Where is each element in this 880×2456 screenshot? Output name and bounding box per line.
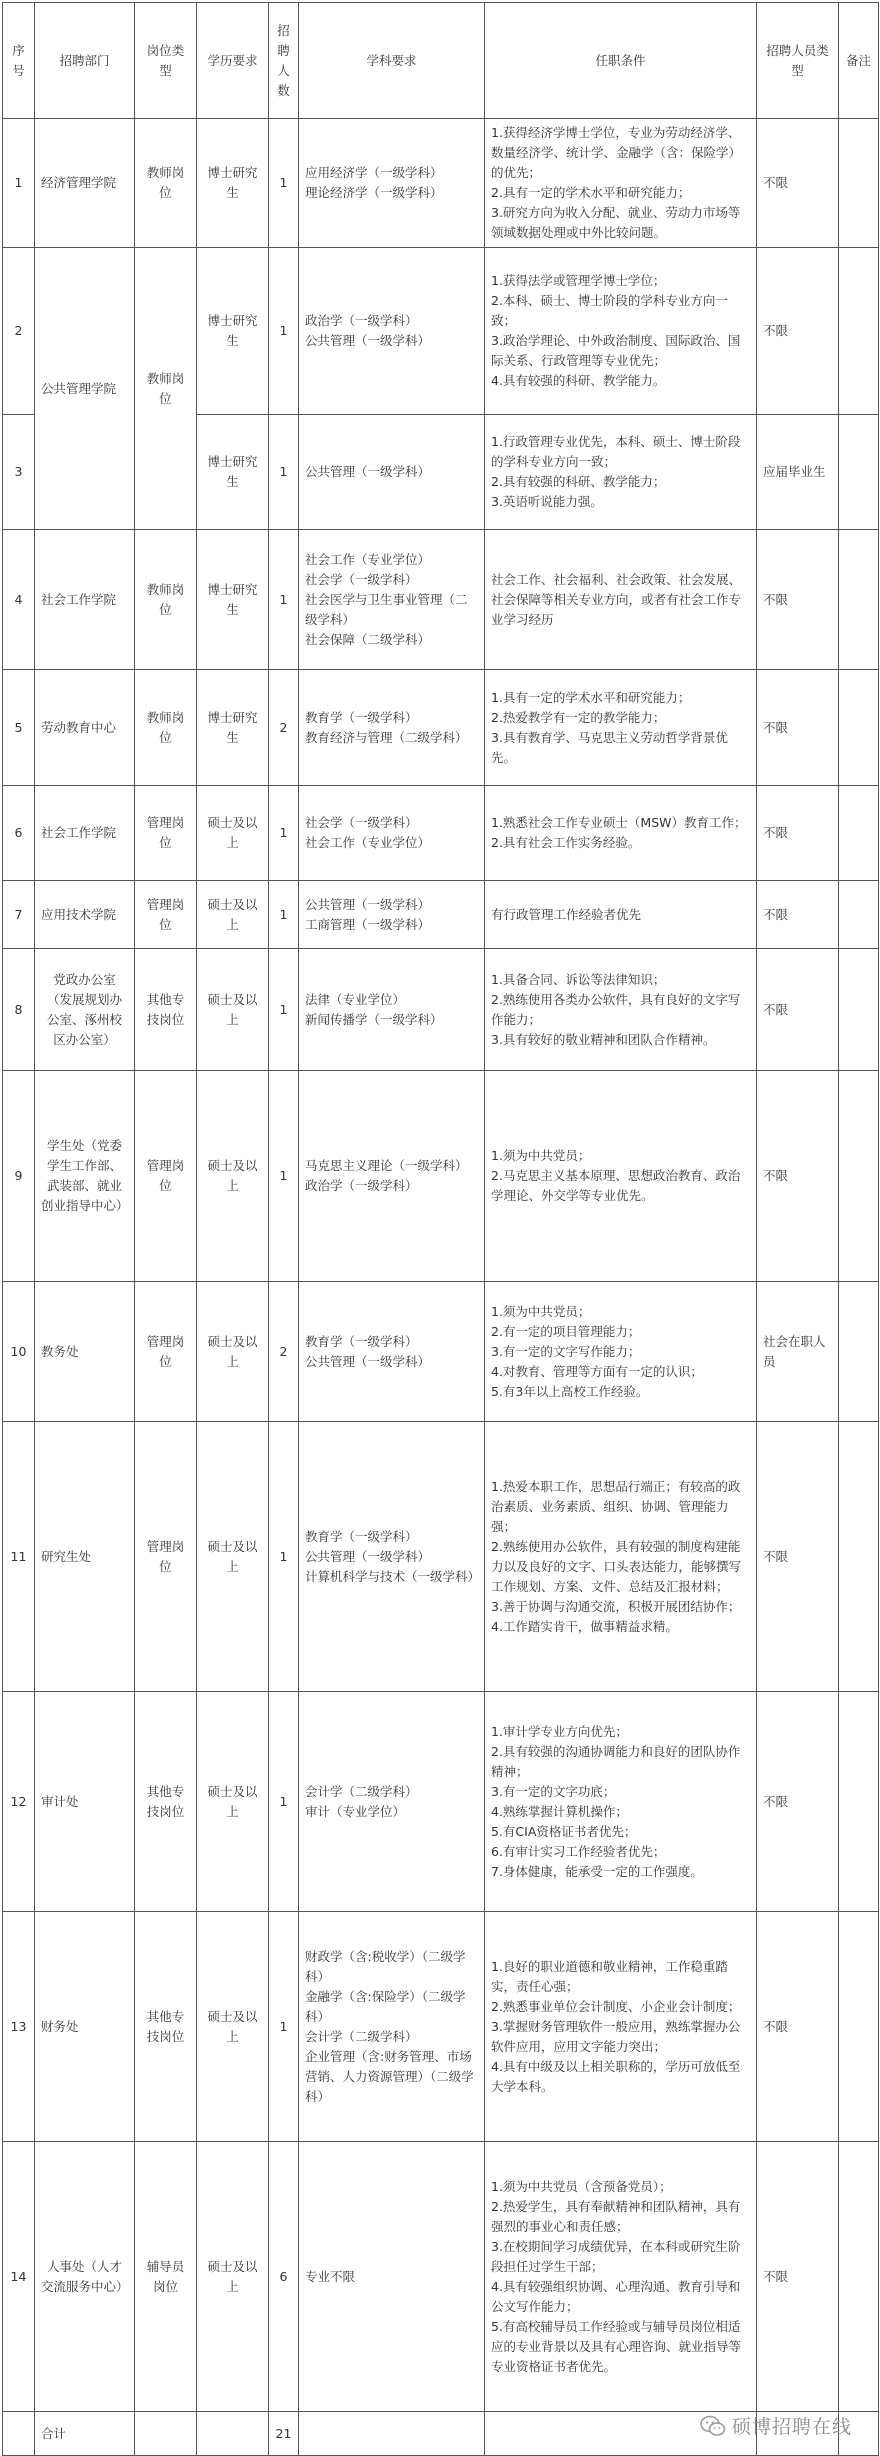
row-type: 其他专技岗位	[135, 1692, 197, 1912]
row-subject: 教育学（一级学科） 公共管理（一级学科） 计算机科学与技术（一级学科）	[299, 1422, 485, 1692]
row-subject: 财政学（含:税收学）（二级学科） 金融学（含:保险学）（二级学科） 会计学（二级学科） 企业管理（含:财务管理、市场营销、人力资源管理）（二级学科）	[299, 1912, 485, 2142]
row-req: 1.须为中共党员（含预备党员）； 2.热爱学生，具有奉献精神和团队精神，具有强烈的事业心和责任感； 3.在校期间学习成绩优异，在本科或研究生阶段担任过学生干部； 4.具有较强组织协调、心理沟通、教育引导和公文写作能力； 5.有高校辅导员工作经验或与辅导员岗位相适应的专业背景以及具有心理咨询、就业指导等专业资格证书者优先。	[485, 2142, 757, 2412]
row-count: 1	[269, 1071, 299, 1282]
row-note	[839, 1071, 879, 1282]
row-dept: 社会工作学院	[35, 530, 135, 670]
header-note: 备注	[839, 3, 879, 119]
row-dept: 学生处（党委学生工作部、武装部、就业创业指导中心）	[35, 1071, 135, 1282]
row-subject: 教育学（一级学科） 公共管理（一级学科）	[299, 1282, 485, 1422]
row-edu: 硕士及以上	[197, 2142, 269, 2412]
row-no: 13	[3, 1912, 35, 2142]
row-edu: 硕士及以上	[197, 881, 269, 949]
row-ptype: 不限	[757, 949, 839, 1071]
table-row	[3, 1071, 879, 1282]
table-row	[3, 670, 879, 786]
header-req: 任职条件	[485, 3, 757, 119]
row-no: 2	[3, 248, 35, 415]
row-note	[839, 119, 879, 248]
watermark-text: 硕博招聘在线	[731, 2416, 852, 2438]
row-edu: 硕士及以上	[197, 949, 269, 1071]
header-edu: 学历要求	[197, 3, 269, 119]
row-type: 其他专技岗位	[135, 949, 197, 1071]
row-dept: 公共管理学院	[35, 248, 135, 530]
row-count: 1	[269, 1692, 299, 1912]
row-no: 12	[3, 1692, 35, 1912]
row-count: 1	[269, 119, 299, 248]
table-row	[3, 949, 879, 1071]
table-row	[3, 1282, 879, 1422]
row-dept: 社会工作学院	[35, 786, 135, 881]
row-no: 10	[3, 1282, 35, 1422]
row-ptype: 社会在职人员	[757, 1282, 839, 1422]
row-ptype: 应届毕业生	[757, 415, 839, 530]
row-note	[839, 415, 879, 530]
row-no: 4	[3, 530, 35, 670]
row-no: 6	[3, 786, 35, 881]
row-note	[839, 670, 879, 786]
row-count: 6	[269, 2142, 299, 2412]
row-edu: 博士研究生	[197, 415, 269, 530]
row-req: 1.热爱本职工作，思想品行端正；有较高的政治素质、业务素质、组织、协调、管理能力强； 2.熟练使用办公软件，具有较强的制度构建能力以及良好的文字、口头表达能力，能够撰写工作规划、方案、文件、总结及汇报材料； 3.善于协调与沟通交流，积极开展团结协作； 4.工作踏实肯干，做事精益求精。	[485, 1422, 757, 1692]
row-count: 1	[269, 881, 299, 949]
row-dept: 研究生处	[35, 1422, 135, 1692]
header-no: 序号	[3, 3, 35, 119]
row-req: 1.具有一定的学术水平和研究能力； 2.热爱教学有一定的教学能力； 3.具有教育学、马克思主义劳动哲学背景优先。	[485, 670, 757, 786]
header-count: 招聘人数	[269, 3, 299, 119]
row-count: 1	[269, 415, 299, 530]
row-subject: 法律（专业学位） 新闻传播学（一级学科）	[299, 949, 485, 1071]
row-subject: 教育学（一级学科） 教育经济与管理（二级学科）	[299, 670, 485, 786]
row-subject: 政治学（一级学科） 公共管理（一级学科）	[299, 248, 485, 415]
total-empty	[135, 2412, 197, 2456]
row-edu: 硕士及以上	[197, 1282, 269, 1422]
row-dept: 劳动教育中心	[35, 670, 135, 786]
row-type: 教师岗位	[135, 248, 197, 530]
row-type: 管理岗位	[135, 1071, 197, 1282]
row-req: 1.熟悉社会工作专业硕士（MSW）教育工作； 2.具有社会工作实务经验。	[485, 786, 757, 881]
row-note	[839, 2142, 879, 2412]
row-edu: 硕士及以上	[197, 1692, 269, 1912]
row-req: 1.获得经济学博士学位，专业为劳动经济学、数量经济学、统计学、金融学（含：保险学）的优先； 2.具有一定的学术水平和研究能力； 3.研究方向为收入分配、就业、劳动力市场等领域数据处理或中外比较问题。	[485, 119, 757, 248]
row-ptype: 不限	[757, 2142, 839, 2412]
row-note	[839, 248, 879, 415]
row-dept: 党政办公室（发展规划办公室、涿州校区办公室）	[35, 949, 135, 1071]
row-note	[839, 1282, 879, 1422]
wechat-icon	[700, 2415, 726, 2437]
row-note	[839, 1692, 879, 1912]
row-no: 14	[3, 2142, 35, 2412]
row-type: 教师岗位	[135, 530, 197, 670]
row-edu: 硕士及以上	[197, 786, 269, 881]
row-no: 9	[3, 1071, 35, 1282]
row-ptype: 不限	[757, 530, 839, 670]
table-row	[3, 530, 879, 670]
row-dept: 审计处	[35, 1692, 135, 1912]
row-type: 管理岗位	[135, 881, 197, 949]
table-row	[3, 1912, 879, 2142]
total-label: 合计	[35, 2412, 135, 2456]
header-subject: 学科要求	[299, 3, 485, 119]
watermark	[700, 2412, 852, 2439]
row-note	[839, 1912, 879, 2142]
row-type: 管理岗位	[135, 786, 197, 881]
row-edu: 博士研究生	[197, 530, 269, 670]
row-req: 1.良好的职业道德和敬业精神，工作稳重踏实，责任心强； 2.熟悉事业单位会计制度、小企业会计制度； 3.掌握财务管理软件一般应用，熟练掌握办公软件应用，应用文字能力突出； 4.具有中级及以上相关职称的，学历可放低至大学本科。	[485, 1912, 757, 2142]
row-req: 1.须为中共党员； 2.马克思主义基本原理、思想政治教育、政治学理论、外交学等专业优先。	[485, 1071, 757, 1282]
row-subject: 马克思主义理论（一级学科） 政治学（一级学科）	[299, 1071, 485, 1282]
row-ptype: 不限	[757, 786, 839, 881]
row-ptype: 不限	[757, 1071, 839, 1282]
row-count: 1	[269, 786, 299, 881]
row-dept: 应用技术学院	[35, 881, 135, 949]
row-edu: 博士研究生	[197, 119, 269, 248]
total-empty	[197, 2412, 269, 2456]
row-ptype: 不限	[757, 881, 839, 949]
row-no: 5	[3, 670, 35, 786]
row-req: 有行政管理工作经验者优先	[485, 881, 757, 949]
row-req: 1.须为中共党员； 2.有一定的项目管理能力； 3.有一定的文字写作能力； 4.对教育、管理等方面有一定的认识； 5.有3年以上高校工作经验。	[485, 1282, 757, 1422]
row-ptype: 不限	[757, 248, 839, 415]
row-no: 1	[3, 119, 35, 248]
row-req: 1.审计学专业方向优先； 2.具有较强的沟通协调能力和良好的团队协作精神； 3.有一定的文字功底； 4.熟练掌握计算机操作； 5.有CIA资格证书者优先； 6.有审计实习工作经验者优先； 7.身体健康，能承受一定的工作强度。	[485, 1692, 757, 1912]
row-dept: 经济管理学院	[35, 119, 135, 248]
row-ptype: 不限	[757, 1422, 839, 1692]
row-ptype: 不限	[757, 1692, 839, 1912]
row-edu: 博士研究生	[197, 670, 269, 786]
row-req: 1.具备合同、诉讼等法律知识； 2.熟练使用各类办公软件，具有良好的文字写作能力； 3.具有较好的敬业精神和团队合作精神。	[485, 949, 757, 1071]
table-row	[3, 248, 879, 415]
row-count: 1	[269, 248, 299, 415]
row-count: 1	[269, 530, 299, 670]
total-no	[3, 2412, 35, 2456]
row-dept: 财务处	[35, 1912, 135, 2142]
row-no: 7	[3, 881, 35, 949]
row-type: 教师岗位	[135, 670, 197, 786]
row-edu: 硕士及以上	[197, 1422, 269, 1692]
row-note	[839, 949, 879, 1071]
table-row	[3, 881, 879, 949]
table-row	[3, 2142, 879, 2412]
recruitment-table	[2, 2, 879, 2456]
row-type: 其他专技岗位	[135, 1912, 197, 2142]
row-no: 11	[3, 1422, 35, 1692]
row-subject: 会计学（二级学科） 审计（专业学位）	[299, 1692, 485, 1912]
table-row	[3, 786, 879, 881]
row-type: 管理岗位	[135, 1282, 197, 1422]
row-ptype: 不限	[757, 119, 839, 248]
row-count: 2	[269, 1282, 299, 1422]
row-edu: 硕士及以上	[197, 1071, 269, 1282]
row-note	[839, 786, 879, 881]
row-count: 2	[269, 670, 299, 786]
row-note	[839, 881, 879, 949]
row-no: 8	[3, 949, 35, 1071]
row-edu: 博士研究生	[197, 248, 269, 415]
row-subject: 公共管理（一级学科）	[299, 415, 485, 530]
row-count: 1	[269, 949, 299, 1071]
row-note	[839, 530, 879, 670]
total-count: 21	[269, 2412, 299, 2456]
row-subject: 公共管理（一级学科） 工商管理（一级学科）	[299, 881, 485, 949]
header-dept: 招聘部门	[35, 3, 135, 119]
row-dept: 教务处	[35, 1282, 135, 1422]
row-subject: 社会学（一级学科） 社会工作（专业学位）	[299, 786, 485, 881]
row-note	[839, 1422, 879, 1692]
row-type: 教师岗位	[135, 119, 197, 248]
row-subject: 应用经济学（一级学科） 理论经济学（一级学科）	[299, 119, 485, 248]
header-type: 岗位类型	[135, 3, 197, 119]
total-empty	[299, 2412, 485, 2456]
header-ptype: 招聘人员类型	[757, 3, 839, 119]
header-row	[3, 3, 879, 119]
row-req: 社会工作、社会福利、社会政策、社会发展、社会保障等相关专业方向，或者有社会工作专业学习经历	[485, 530, 757, 670]
table-row	[3, 1692, 879, 1912]
row-subject: 社会工作（专业学位） 社会学（一级学科） 社会医学与卫生事业管理（二级学科） 社会保障（二级学科）	[299, 530, 485, 670]
table-row	[3, 1422, 879, 1692]
table-row	[3, 119, 879, 248]
row-type: 管理岗位	[135, 1422, 197, 1692]
row-count: 1	[269, 1912, 299, 2142]
row-req: 1.获得法学或管理学博士学位； 2.本科、硕士、博士阶段的学科专业方向一致； 3.政治学理论、中外政治制度、国际政治、国际关系、行政管理等专业优先； 4.具有较强的科研、教学能力。	[485, 248, 757, 415]
row-ptype: 不限	[757, 1912, 839, 2142]
row-dept: 人事处（人才交流服务中心）	[35, 2142, 135, 2412]
row-no: 3	[3, 415, 35, 530]
row-req: 1.行政管理专业优先，本科、硕士、博士阶段的学科专业方向一致； 2.具有较强的科研、教学能力； 3.英语听说能力强。	[485, 415, 757, 530]
row-edu: 硕士及以上	[197, 1912, 269, 2142]
row-ptype: 不限	[757, 670, 839, 786]
row-type: 辅导员岗位	[135, 2142, 197, 2412]
row-count: 1	[269, 1422, 299, 1692]
row-subject: 专业不限	[299, 2142, 485, 2412]
